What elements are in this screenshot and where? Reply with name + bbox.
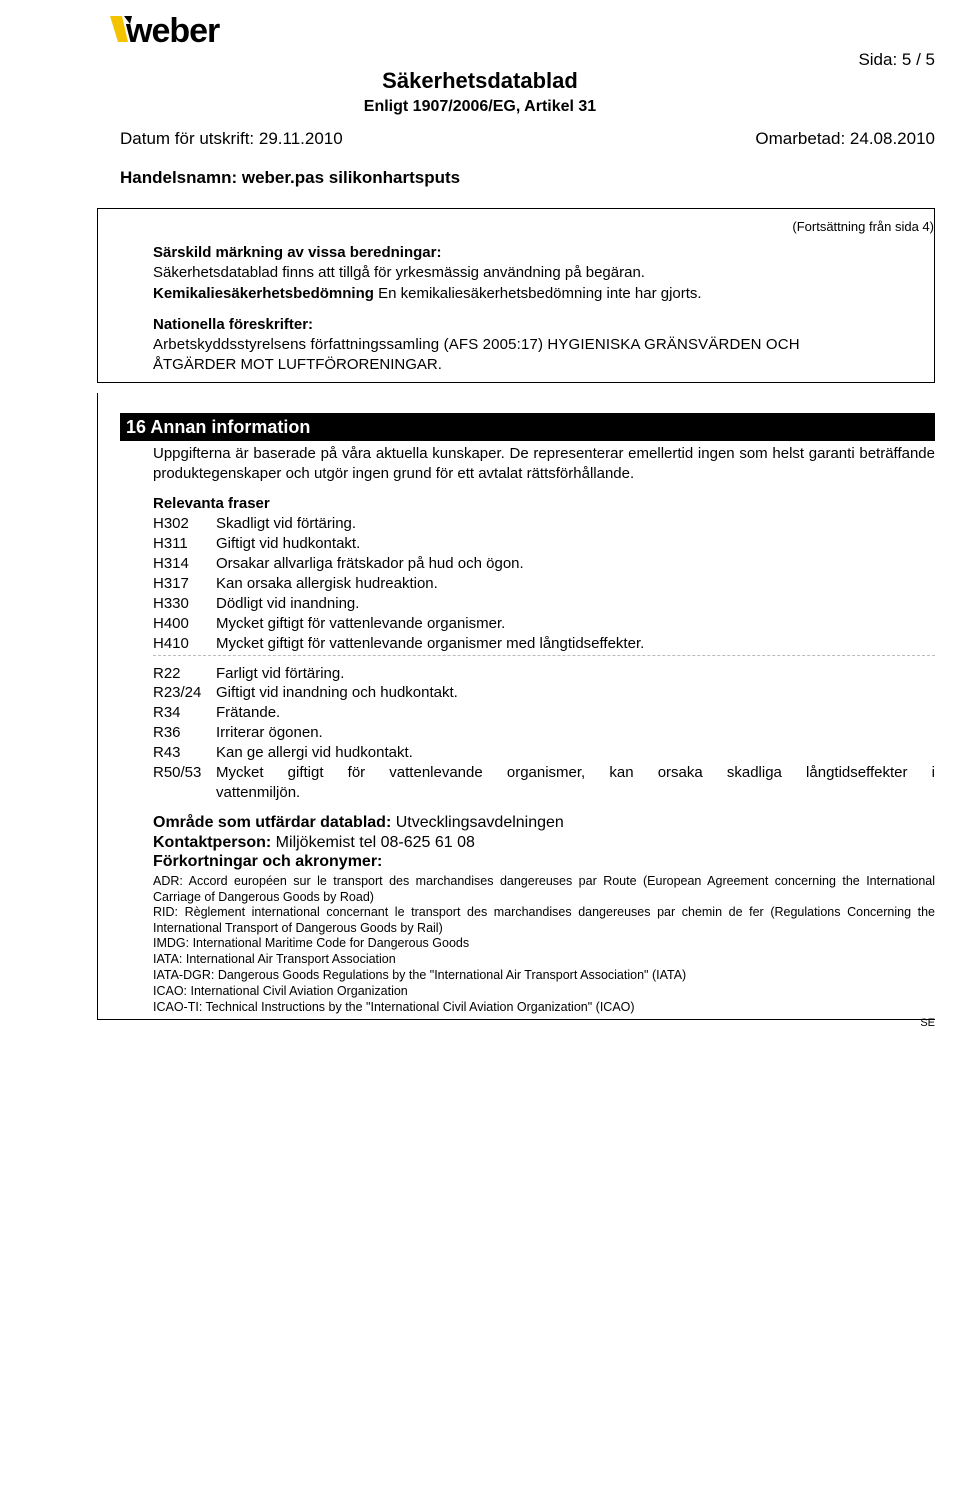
phrase-code: R34 bbox=[153, 704, 181, 721]
phrase-code: H302 bbox=[153, 515, 189, 532]
abbreviation-item: IMDG: International Maritime Code for Dangerous Goods bbox=[153, 936, 470, 950]
phrase-code: H410 bbox=[153, 635, 189, 652]
issuer-value: Utvecklingsavdelningen bbox=[391, 814, 564, 831]
special-labeling-text: Säkerhetsdatablad finns att tillgå för yrkesmässig användning på begäran. bbox=[153, 264, 645, 281]
phrase-text: Giftigt vid hudkontakt. bbox=[216, 535, 361, 552]
national-regulations-line1: Arbetskyddsstyrelsens författningssamling (AFS 2005:17) HYGIENISKA GRÄNSVÄRDEN OCH bbox=[153, 336, 800, 353]
phrase-text: Giftigt vid inandning och hudkontakt. bbox=[216, 684, 458, 701]
language-code: SE bbox=[920, 1017, 935, 1029]
abbreviation-item: ICAO-TI: Technical Instructions by the "International Civil Aviation Organization" (ICAO) bbox=[153, 1000, 635, 1014]
phrases-heading: Relevanta fraser bbox=[153, 495, 270, 512]
abbreviation-item: ICAO: International Civil Aviation Organization bbox=[153, 984, 408, 998]
phrase-text: Mycket giftigt för vattenlevande organismer med långtidseffekter. bbox=[216, 635, 645, 652]
abbreviation-item: ADR: Accord européen sur le transport des marchandises dangereuses par Route (European Agreement concerning the International Carriage of Dangerous Goods by Road) bbox=[153, 874, 935, 904]
contact-value: Miljökemist tel 08-625 61 08 bbox=[271, 834, 475, 851]
phrase-code: H400 bbox=[153, 615, 189, 632]
issuer-line bbox=[153, 813, 564, 833]
section16-title: 16 Annan information bbox=[120, 413, 935, 441]
contact-label: Kontaktperson: bbox=[153, 834, 272, 851]
abbreviation-item: RID: Règlement international concernant le transport des marchandises dangereuses par chemin de fer (Regulations Concerning the International Transport of Dangerous Goods by Rail) bbox=[153, 905, 935, 935]
phrase-text-continued: vattenmiljön. bbox=[216, 784, 301, 801]
phrase-code: R50/53 bbox=[153, 764, 202, 781]
divider bbox=[153, 655, 935, 656]
phrase-text: Frätande. bbox=[216, 704, 281, 721]
chem-assessment-line bbox=[153, 284, 702, 304]
phrase-text: Mycket giftigt för vattenlevande organismer, kan orsaka skadliga långtidseffekter i bbox=[216, 764, 935, 781]
phrase-code: H317 bbox=[153, 575, 189, 592]
abbreviation-item: IATA-DGR: Dangerous Goods Regulations by the "International Air Transport Association" (IATA) bbox=[153, 968, 687, 982]
phrase-text: Farligt vid förtäring. bbox=[216, 665, 345, 682]
phrase-text: Mycket giftigt för vattenlevande organismer. bbox=[216, 615, 506, 632]
contact-line bbox=[153, 833, 475, 853]
national-regulations-line2: ÅTGÄRDER MOT LUFTFÖRORENINGAR. bbox=[153, 356, 442, 373]
logo-text: weber bbox=[126, 12, 220, 50]
special-labeling-heading: Särskild märkning av vissa beredningar: bbox=[153, 244, 442, 261]
phrase-code: R23/24 bbox=[153, 684, 202, 701]
phrase-text: Kan ge allergi vid hudkontakt. bbox=[216, 744, 413, 761]
revised-date: Omarbetad: 24.08.2010 bbox=[755, 129, 935, 148]
phrase-code: H330 bbox=[153, 595, 189, 612]
phrase-text: Dödligt vid inandning. bbox=[216, 595, 360, 612]
chem-assessment-text: En kemikaliesäkerhetsbedömning inte har gjorts. bbox=[373, 285, 702, 302]
issuer-label: Område som utfärdar datablad: bbox=[153, 814, 392, 831]
continuation-note: (Fortsättning från sida 4) bbox=[792, 219, 934, 234]
national-regulations-heading: Nationella föreskrifter: bbox=[153, 316, 314, 333]
phrase-text: Kan orsaka allergisk hudreaktion. bbox=[216, 575, 438, 592]
document-subtitle: Enligt 1907/2006/EG, Artikel 31 bbox=[363, 98, 597, 115]
trade-name: Handelsnamn: weber.pas silikonhartsputs bbox=[120, 168, 461, 187]
print-date: Datum för utskrift: 29.11.2010 bbox=[120, 129, 343, 148]
phrase-code: R36 bbox=[153, 724, 181, 741]
phrase-code: R22 bbox=[153, 665, 181, 682]
phrase-code: H311 bbox=[153, 535, 188, 552]
document-title: Säkerhetsdatablad bbox=[382, 68, 578, 93]
phrase-text: Orsakar allvarliga frätskador på hud och ögon. bbox=[216, 555, 524, 572]
phrase-code: H314 bbox=[153, 555, 189, 572]
phrase-text: Irriterar ögonen. bbox=[216, 724, 323, 741]
abbreviations-heading: Förkortningar och akronymer: bbox=[153, 853, 383, 870]
phrase-text: Skadligt vid förtäring. bbox=[216, 515, 357, 532]
weber-logo bbox=[108, 10, 258, 50]
page-number: Sida: 5 / 5 bbox=[858, 50, 935, 69]
abbreviation-item: IATA: International Air Transport Association bbox=[153, 952, 396, 966]
phrase-code: R43 bbox=[153, 744, 181, 761]
section16-intro: Uppgifterna är baserade på våra aktuella kunskaper. De representerar emellertid ingen som helst garanti beträffande produktegenskaper och utgör ingen grund för ett avtalat rättsförhållande. bbox=[153, 445, 935, 482]
chem-assessment-label: Kemikaliesäkerhetsbedömning bbox=[153, 285, 374, 302]
